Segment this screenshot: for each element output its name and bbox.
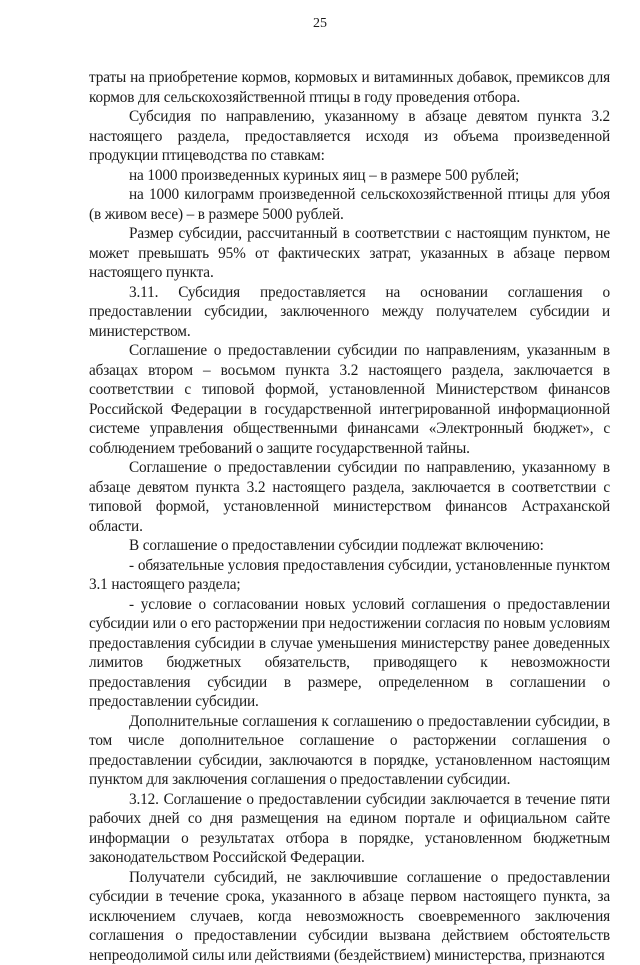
paragraph-agreement-standard-form: Соглашение о предоставлении субсидии по направлениям, указанным в абзацах втором – восьмом пункта 3.2 настоящего раздела, заключается в соответствии с типовой формой, установленной Министерством финансов Российской Федерации в государственной интегрированной информационной системе управления общественными финансами «Электронный бюджет», с соблюдением требований о защите государственной тайны.	[89, 341, 610, 458]
paragraph-3-11: 3.11. Субсидия предоставляется на основании соглашения о предоставлении субсидии, заключенного между получателем субсидии и министерством.	[89, 283, 610, 342]
paragraph-agreement-contents: В соглашение о предоставлении субсидии подлежат включению:	[89, 536, 610, 556]
paragraph-rate-poultry: на 1000 килограмм произведенной сельскохозяйственной птицы для убоя (в живом весе) – в размере 5000 рублей.	[89, 185, 610, 224]
list-item-new-conditions: - условие о согласовании новых условий соглашения о предоставлении субсидии или о его расторжении при недостижении согласия по новым условиям предоставления субсидии в случае уменьшения министерству ранее доведенных лимитов бюджетных обязательств, приводящего к невозможности предоставления субсидии в размере, определенном в соглашении о предоставлении субсидии.	[89, 595, 610, 712]
paragraph-recipients-not-signed: Получатели субсидий, не заключившие соглашение о предоставлении субсидии в течение срока, указанного в абзаце первом настоящего пункта, за исключением случаев, когда невозможность своевременного заключения соглашения о предоставлении субсидии вызвана действием обстоятельств непреодолимой силы или действиями (бездействием) министерства, признаются	[89, 868, 610, 965]
paragraph-rate-eggs: на 1000 произведенных куриных яиц – в размере 500 рублей;	[89, 166, 610, 186]
paragraph-feed-costs-continued: траты на приобретение кормов, кормовых и витаминных добавок, премиксов для кормов для сельскохозяйственной птицы в году проведения отбора.	[89, 68, 610, 107]
document-body	[89, 68, 610, 965]
paragraph-agreement-regional-form: Соглашение о предоставлении субсидии по направлению, указанному в абзаце девятом пункта 3.2 настоящего раздела, заключается в соответствии с типовой формой, установленной министерством финансов Астраханской области.	[89, 458, 610, 536]
paragraph-3-12: 3.12. Соглашение о предоставлении субсидии заключается в течение пяти рабочих дней со дня размещения на едином портале и официальном сайте информации о результатах отбора в порядке, установленном бюджетным законодательством Российской Федерации.	[89, 790, 610, 868]
paragraph-poultry-subsidy: Субсидия по направлению, указанному в абзаце девятом пункта 3.2 настоящего раздела, предоставляется исходя из объема произведенной продукции птицеводства по ставкам:	[89, 107, 610, 166]
page-number: 25	[0, 15, 640, 33]
paragraph-subsidy-limit: Размер субсидии, рассчитанный в соответствии с настоящим пунктом, не может превышать 95% от фактических затрат, указанных в абзаце первом настоящего пункта.	[89, 224, 610, 283]
list-item-mandatory-conditions: - обязательные условия предоставления субсидии, установленные пунктом 3.1 настоящего раздела;	[89, 556, 610, 595]
paragraph-additional-agreements: Дополнительные соглашения к соглашению о предоставлении субсидии, в том числе дополнительное соглашение о расторжении соглашения о предоставлении субсидии, заключаются в порядке, установленном настоящим пунктом для заключения соглашения о предоставлении субсидии.	[89, 712, 610, 790]
